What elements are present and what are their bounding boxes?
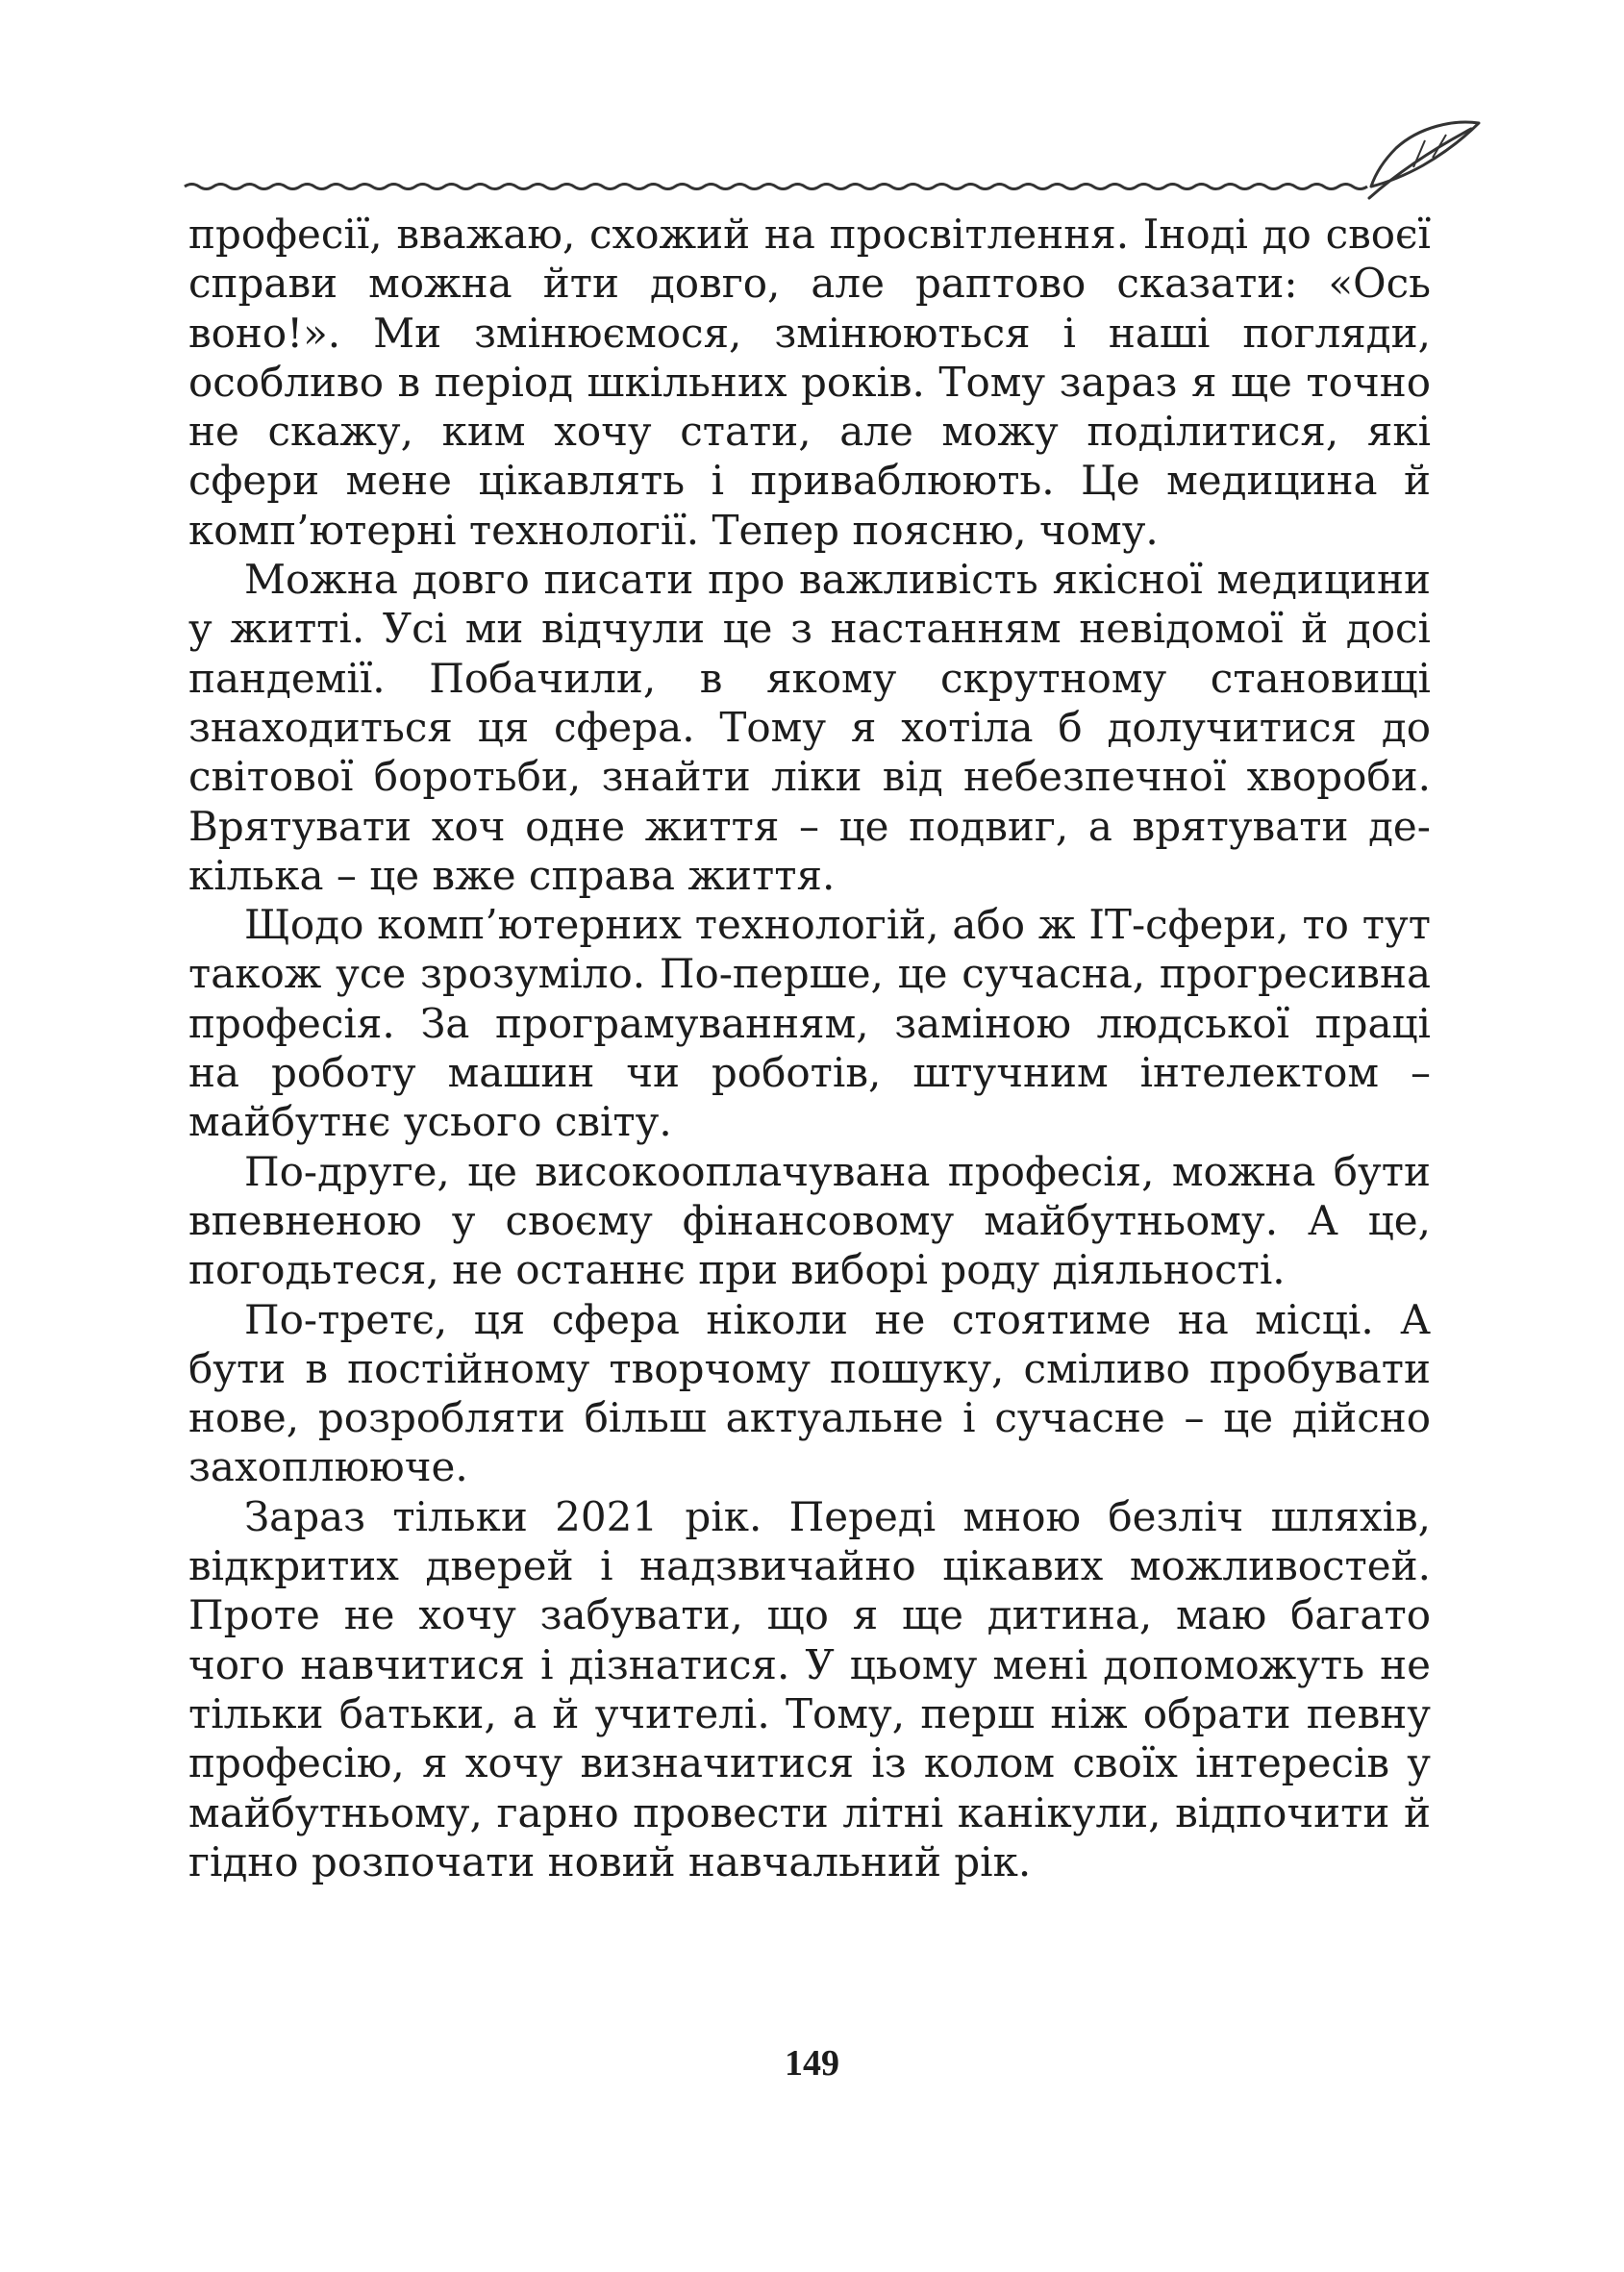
paragraph: професії, вважаю, схожий на просвітлення. Іноді до своєї справи можна йти довго, але раптово сказати: «Ось воно!». Ми змінюємося, змінюються і наші погляди, особливо в період шкільних років. Тому зараз я ще точно не скажу, ким хочу стати, але можу поділитися, які сфери мене цікавлять і приваблюють. Це медицина й комп’ютерні технології. Тепер поясню, чому.: [188, 211, 1431, 554]
page-number: 149: [785, 2043, 839, 2084]
paragraph: Можна довго писати про важливість якісної медицини у житті. Усі ми відчули це з настанням невідомої й досі пандемії. Побачили, в якому скрутному становищі знаходиться ця сфера. Тому я хотіла б долучитися до світової боротьби, знайти ліки від небезпечної хвороби. Врятувати хоч одне життя – це подвиг, а врятувати декілька – це вже справа життя.: [188, 556, 1431, 899]
article-text: [188, 210, 1431, 1886]
paragraph: Зараз тільки 2021 рік. Переді мною безліч шляхів, відкритих дверей і надзвичайно цікавих можливостей. Проте не хочу забувати, що я ще дитина, маю багато чого навчитися і дізнатися. У цьому мені допоможуть не тільки батьки, а й учителі. Тому, перш ніж обрати певну професію, я хочу визначитися із колом своїх інтересів у майбутньому, гарно провести літні канікули, відпочити й гідно розпочати новий навчальний рік.: [188, 1492, 1431, 1885]
wavy-divider: [185, 185, 1367, 189]
header-ornament: [183, 115, 1481, 202]
paragraph: Щодо комп’ютерних технологій, або ж ІТ-сфери, то тут також усе зрозуміло. По-перше, це сучасна, прогресивна професія. За програмуванням, заміною людської праці на роботу машин чи роботів, штучним інтелектом – майбутнє усього світу.: [188, 901, 1431, 1146]
paragraph: По-третє, ця сфера ніколи не стоятиме на місці. А бути в постійному творчому пошуку, сміливо пробувати нове, розробляти більш актуальне і сучасне – це дійсно захоплююче.: [188, 1295, 1431, 1491]
paragraph: По-друге, це високооплачувана професія, можна бути впевненою у своєму фінансовому майбутньому. А це, погодьтеся, не останнє при виборі роду діяльності.: [188, 1147, 1431, 1294]
feather-quill-icon: [1369, 122, 1479, 198]
